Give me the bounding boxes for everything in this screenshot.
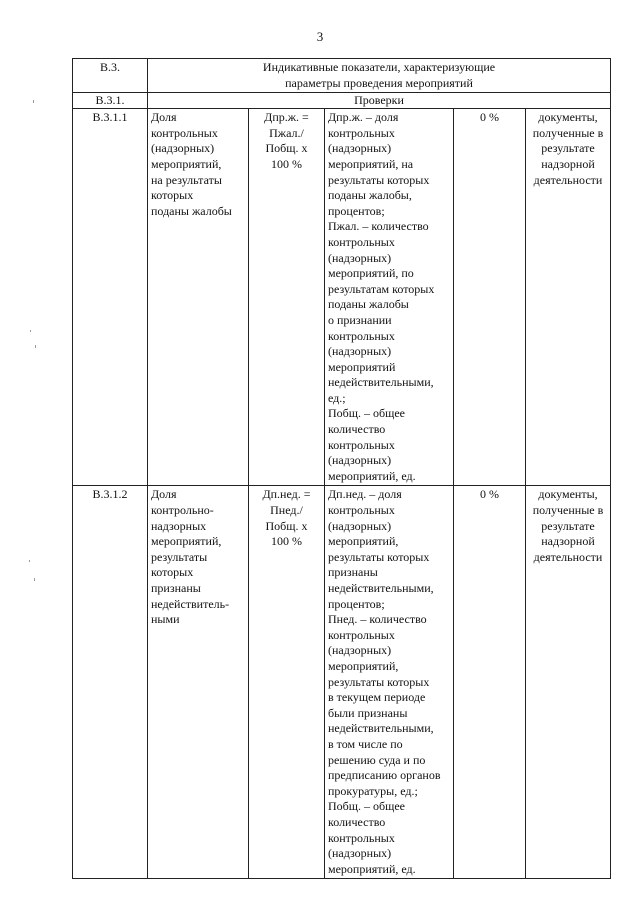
section-header-row: [73, 59, 611, 93]
name-line: ными: [151, 612, 180, 627]
formula-line: Дп.нед. =: [262, 487, 311, 502]
definition-line: Пжал. – количество: [328, 219, 429, 234]
indicators-table: [72, 58, 611, 879]
indicator-name: [148, 109, 249, 486]
name-line: поданы жалобы: [151, 203, 232, 218]
indicator-target: 0 %: [454, 109, 526, 486]
name-line: (надзорных): [151, 141, 215, 156]
scan-artifact: [29, 560, 30, 562]
definition-line: недействительными,: [328, 721, 434, 736]
source-line: полученные в: [532, 125, 604, 140]
definition-line: признаны: [328, 565, 378, 580]
name-line: контрольных: [151, 125, 218, 140]
definition-line: поданы жалобы: [328, 297, 409, 312]
indicator-source: [526, 486, 611, 879]
section-title-line: параметры проведения мероприятий: [285, 75, 473, 90]
indicator-formula: [249, 486, 325, 879]
definition-line: (надзорных): [328, 250, 392, 265]
indicator-code: В.3.1.1: [73, 109, 148, 486]
definition-line: мероприятий, ед.: [328, 468, 416, 483]
definition-line: мероприятий, по: [328, 266, 414, 281]
definition-line: процентов;: [328, 596, 385, 611]
indicator-code: В.3.1.2: [73, 486, 148, 879]
source-line: деятельности: [533, 172, 603, 187]
definition-line: результаты которых: [328, 674, 430, 689]
definition-line: прокуратуры, ед.;: [328, 783, 418, 798]
definition-line: были признаны: [328, 705, 408, 720]
definition-line: мероприятий, ед.: [328, 861, 416, 876]
page-number: 3: [316, 29, 324, 44]
definition-line: Побщ. – общее: [328, 406, 406, 421]
name-line: которых: [151, 188, 194, 203]
source-line: результате: [541, 141, 595, 156]
definition-line: результаты которых: [328, 172, 430, 187]
name-line: признаны: [151, 581, 201, 595]
formula-line: Дпр.ж. =: [264, 110, 309, 125]
scan-artifact: [33, 100, 34, 103]
definition-line: (надзорных): [328, 344, 392, 359]
definition-line: контрольных: [328, 234, 395, 249]
source-line: результате: [541, 518, 595, 533]
source-line: документы,: [538, 487, 598, 502]
definition-line: результатам которых: [328, 281, 435, 296]
indicator-definition: [325, 486, 454, 879]
source-line: надзорной: [541, 156, 595, 171]
definition-line: (надзорных): [328, 846, 392, 861]
indicator-name: [148, 486, 249, 879]
definition-line: Побщ. – общее: [328, 799, 406, 814]
source-line: полученные в: [532, 503, 604, 518]
source-line: документы,: [538, 110, 598, 125]
definition-line: количество: [328, 814, 386, 829]
definition-line: мероприятий, на: [328, 156, 414, 171]
table-row: [73, 109, 611, 486]
definition-line: недействительными,: [328, 581, 434, 595]
section-title-line: Индикативные показатели, характеризующие: [262, 60, 496, 74]
formula-line: Побщ. х: [265, 518, 308, 533]
name-line: контрольно-: [151, 503, 214, 518]
definition-line: количество: [328, 422, 386, 437]
definition-line: предписанию органов: [328, 768, 441, 783]
indicator-source: [526, 109, 611, 486]
definition-line: мероприятий: [328, 359, 396, 374]
name-line: мероприятий,: [151, 534, 222, 549]
definition-line: контрольных: [328, 830, 395, 845]
section-title: [148, 59, 611, 93]
section-code: В.3.: [73, 59, 148, 93]
formula-line: Пжал./: [269, 125, 304, 140]
name-line: которых: [151, 565, 194, 580]
scan-artifact: [35, 345, 36, 348]
formula-line: Побщ. х: [265, 141, 308, 156]
name-line: надзорных: [151, 518, 207, 533]
subsection-title: Проверки: [148, 93, 611, 109]
definition-line: Дп.нед. – доля: [328, 487, 402, 502]
source-line: деятельности: [533, 549, 603, 564]
definition-line: результаты которых: [328, 549, 430, 564]
definition-line: мероприятий,: [328, 658, 399, 673]
scan-artifact: [30, 330, 31, 332]
definition-line: (надзорных): [328, 453, 392, 468]
definition-line: (надзорных): [328, 141, 392, 156]
indicator-target: 0 %: [454, 486, 526, 879]
subsection-header-row: [73, 93, 611, 109]
definition-line: контрольных: [328, 328, 395, 343]
definition-line: контрольных: [328, 627, 395, 642]
definition-line: в текущем периоде: [328, 690, 426, 705]
definition-line: Пнед. – количество: [328, 612, 427, 627]
definition-line: ед.;: [328, 390, 346, 405]
definition-line: контрольных: [328, 437, 395, 452]
definition-line: поданы жалобы,: [328, 188, 412, 203]
definition-line: мероприятий,: [328, 534, 399, 549]
table-row: [73, 486, 611, 879]
name-line: недействитель-: [151, 596, 230, 611]
formula-line: Пнед./: [270, 503, 303, 518]
name-line: на результаты: [151, 172, 222, 187]
definition-line: контрольных: [328, 125, 395, 140]
definition-line: недействительными,: [328, 375, 434, 390]
definition-line: в том числе по: [328, 736, 403, 751]
name-line: мероприятий,: [151, 156, 222, 171]
definition-line: о признании: [328, 312, 392, 327]
source-line: надзорной: [541, 534, 595, 549]
name-line: результаты: [151, 549, 208, 564]
definition-line: контрольных: [328, 503, 395, 518]
definition-line: процентов;: [328, 203, 385, 218]
indicator-definition: [325, 109, 454, 486]
scan-artifact: [34, 578, 35, 581]
definition-line: (надзорных): [328, 643, 392, 658]
formula-line: 100 %: [271, 156, 302, 171]
definition-line: Дпр.ж. – доля: [328, 110, 399, 125]
definition-line: (надзорных): [328, 518, 392, 533]
name-line: Доля: [151, 110, 177, 125]
definition-line: решению суда и по: [328, 752, 426, 767]
indicator-formula: [249, 109, 325, 486]
formula-line: 100 %: [271, 534, 302, 549]
subsection-code: В.3.1.: [73, 93, 148, 109]
name-line: Доля: [151, 487, 177, 502]
